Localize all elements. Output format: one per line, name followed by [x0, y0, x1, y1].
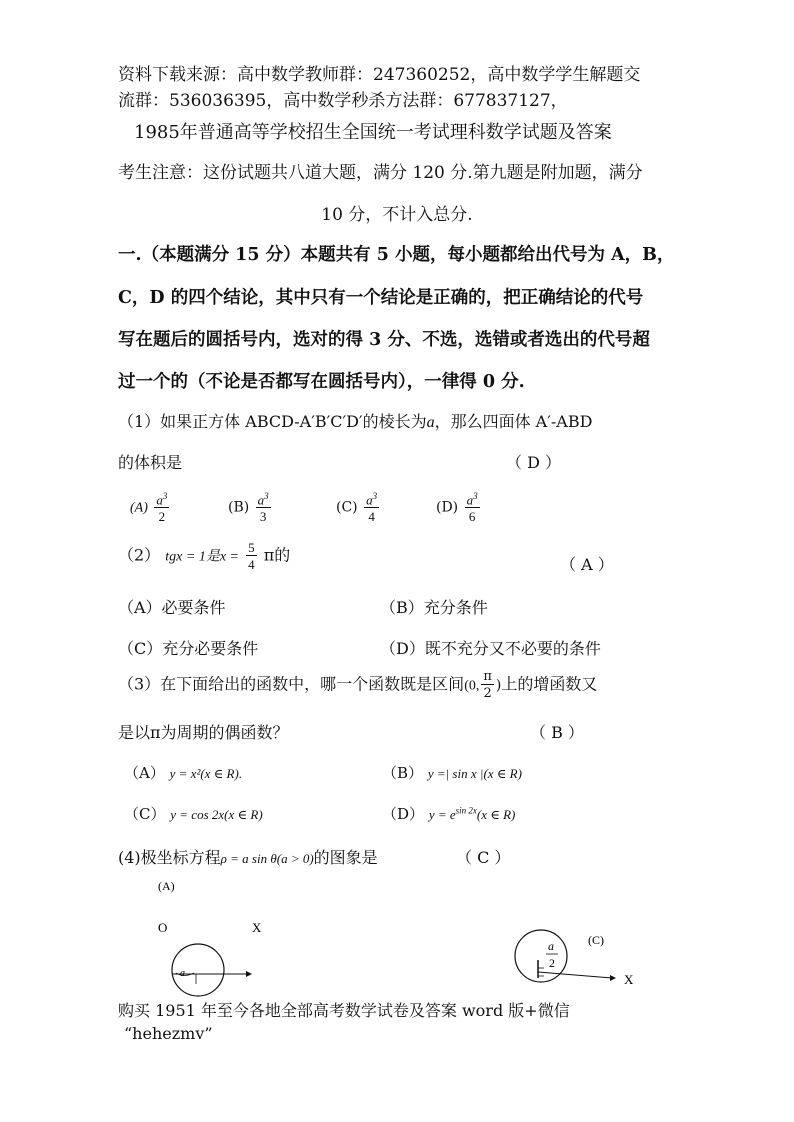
q2-stem — [118, 541, 290, 571]
section1-line-1: 一.（本题满分 15 分）本题共有 5 小题，每小题都给出代号为 A，B， — [118, 245, 675, 265]
figure-c-axis-label: X — [624, 972, 634, 987]
q4-text-post: 的图象是 — [313, 848, 378, 867]
q1-option-d — [436, 492, 482, 523]
q2-option-a: （A）必要条件 — [118, 598, 226, 617]
section1-line-3: 写在题后的圆括号内，选对的得 3 分、不选，选错或者选出的代号超 — [118, 330, 650, 350]
q1-option-b-num: a — [257, 492, 265, 508]
q3-option-b — [382, 762, 522, 783]
q3-interval-pre: (0, — [464, 678, 480, 694]
q3-line-1 — [118, 670, 597, 700]
footer-line-1: 购买 1951 年至今各地全部高考数学试卷及答案 word 版+微信 — [118, 1001, 570, 1020]
q1-option-b-den: 3 — [259, 509, 267, 525]
q1-option-c-den: 4 — [368, 509, 375, 525]
q3-option-d-post: (x ∈ R) — [476, 807, 516, 822]
figure-a-radius-label: a — [180, 968, 185, 979]
q1-option-b-label: (B) — [228, 499, 250, 516]
footer-line-2: “hehezmv” — [124, 1024, 213, 1043]
q2-frac-num: 5 — [248, 540, 255, 555]
q3-interval-den: 2 — [483, 686, 492, 701]
q1-text-pre: （1）如果正方体 ABCD-A′B′C′D′的棱长为 — [118, 412, 427, 431]
q1-option-d-exp: 3 — [473, 491, 478, 501]
q3-option-b-label: （B） — [382, 764, 424, 782]
q3-interval-num: π — [483, 669, 492, 684]
q1-option-a-exp: 3 — [162, 491, 168, 501]
q3-option-c-label: （C） — [124, 805, 166, 823]
q3-option-a-expr: y = x²(x ∈ R). — [169, 766, 243, 781]
figure-c — [500, 920, 650, 1000]
q2-expr-post: π的 — [263, 545, 291, 565]
section1-line-2: C，D 的四个结论，其中只有一个结论是正确的，把正确结论的代号 — [118, 288, 644, 308]
q1-line-2: 的体积是 — [118, 453, 183, 472]
q3-option-a-label: （A） — [124, 764, 165, 782]
figure-c-den: 2 — [549, 956, 555, 970]
q1-text-post: ，那么四面体 A′-ABD — [434, 412, 593, 431]
notice-line-1: 考生注意：这份试题共八道大题，满分 120 分.第九题是附加题，满分 — [118, 163, 643, 183]
q4-answer: （ C ） — [456, 848, 511, 867]
q1-option-c-label: (C) — [336, 499, 358, 516]
section1-line-4: 过一个的（不论是否都写在圆括号内），一律得 0 分. — [118, 372, 525, 392]
figure-a-half: 2 — [210, 976, 215, 987]
q3-option-d-base: y = e — [428, 807, 456, 822]
q2-option-d: （D）既不充分又不必要的条件 — [380, 639, 601, 658]
q1-option-a-den: 2 — [158, 509, 166, 525]
figure-c-num: a — [548, 939, 554, 953]
q4-text-pre: (4)极坐标方程 — [118, 848, 221, 867]
q4-stem — [118, 845, 378, 868]
q1-option-c-num: a — [366, 492, 373, 508]
header-line-1: 资料下载来源：高中数学教师群：247360252，高中数学学生解题交 — [118, 65, 641, 85]
figure-a-label: (A) — [158, 879, 175, 893]
q1-option-a-label: (A) — [130, 500, 148, 516]
figure-c-x-axis — [538, 972, 612, 978]
q1-option-d-num: a — [466, 492, 474, 508]
q3-option-c-expr: y = cos 2x(x ∈ R) — [170, 807, 263, 822]
q3-option-b-expr: y =| sin x |(x ∈ R) — [427, 766, 522, 781]
q2-option-b: （B）充分条件 — [380, 598, 488, 617]
q1-option-b — [228, 492, 273, 523]
q1-option-a — [130, 492, 171, 523]
q3-option-a — [124, 762, 242, 783]
q3-answer: （ B ） — [530, 723, 584, 742]
q1-option-c-exp: 3 — [372, 491, 378, 501]
q2-expr-pre: tgx = 1是x = — [165, 549, 239, 565]
q3-option-d-exp: sin 2x — [455, 805, 477, 816]
q1-option-d-den: 6 — [468, 509, 476, 525]
q1-answer: （ D ） — [506, 453, 562, 472]
q3-text-post: 上的增函数又 — [501, 674, 598, 694]
q3-option-d-label: （D） — [382, 805, 425, 823]
q1-option-b-exp: 3 — [264, 491, 269, 501]
q1-option-d-label: (D) — [436, 499, 459, 516]
q3-option-c — [124, 803, 263, 824]
q2-number: （2） — [118, 545, 161, 565]
q1-option-c — [336, 492, 381, 523]
q1-var: a — [426, 414, 435, 431]
q1-line-1 — [118, 409, 592, 432]
header-line-2: 流群：536036395，高中数学秒杀方法群：677837127， — [118, 91, 568, 111]
figure-a-origin: O — [158, 920, 168, 935]
notice-line-2: 10 分，不计入总分. — [321, 205, 473, 225]
figure-a-axis-label: X — [252, 920, 262, 935]
q2-option-c: （C）充分必要条件 — [118, 639, 259, 658]
q1-option-a-num: a — [156, 492, 163, 508]
figure-c-arrow — [610, 975, 616, 981]
figure-c-label: (C) — [588, 933, 604, 947]
q2-answer: （ A ） — [560, 555, 614, 574]
q3-text-pre: （3）在下面给出的函数中，哪一个函数既是区间 — [118, 674, 465, 694]
q2-frac-den: 4 — [248, 557, 255, 572]
figure-a — [150, 870, 280, 1000]
q4-expr: ρ = a sin θ(a > 0) — [220, 851, 314, 866]
q3-line-2: 是以π为周期的偶函数？ — [118, 723, 289, 742]
q3-interval-post: ) — [495, 677, 502, 694]
q3-option-d — [382, 803, 515, 824]
exam-title: 1985年普通高等学校招生全国统一考试理科数学试题及答案 — [134, 122, 612, 143]
figure-a-arrow — [246, 971, 252, 977]
